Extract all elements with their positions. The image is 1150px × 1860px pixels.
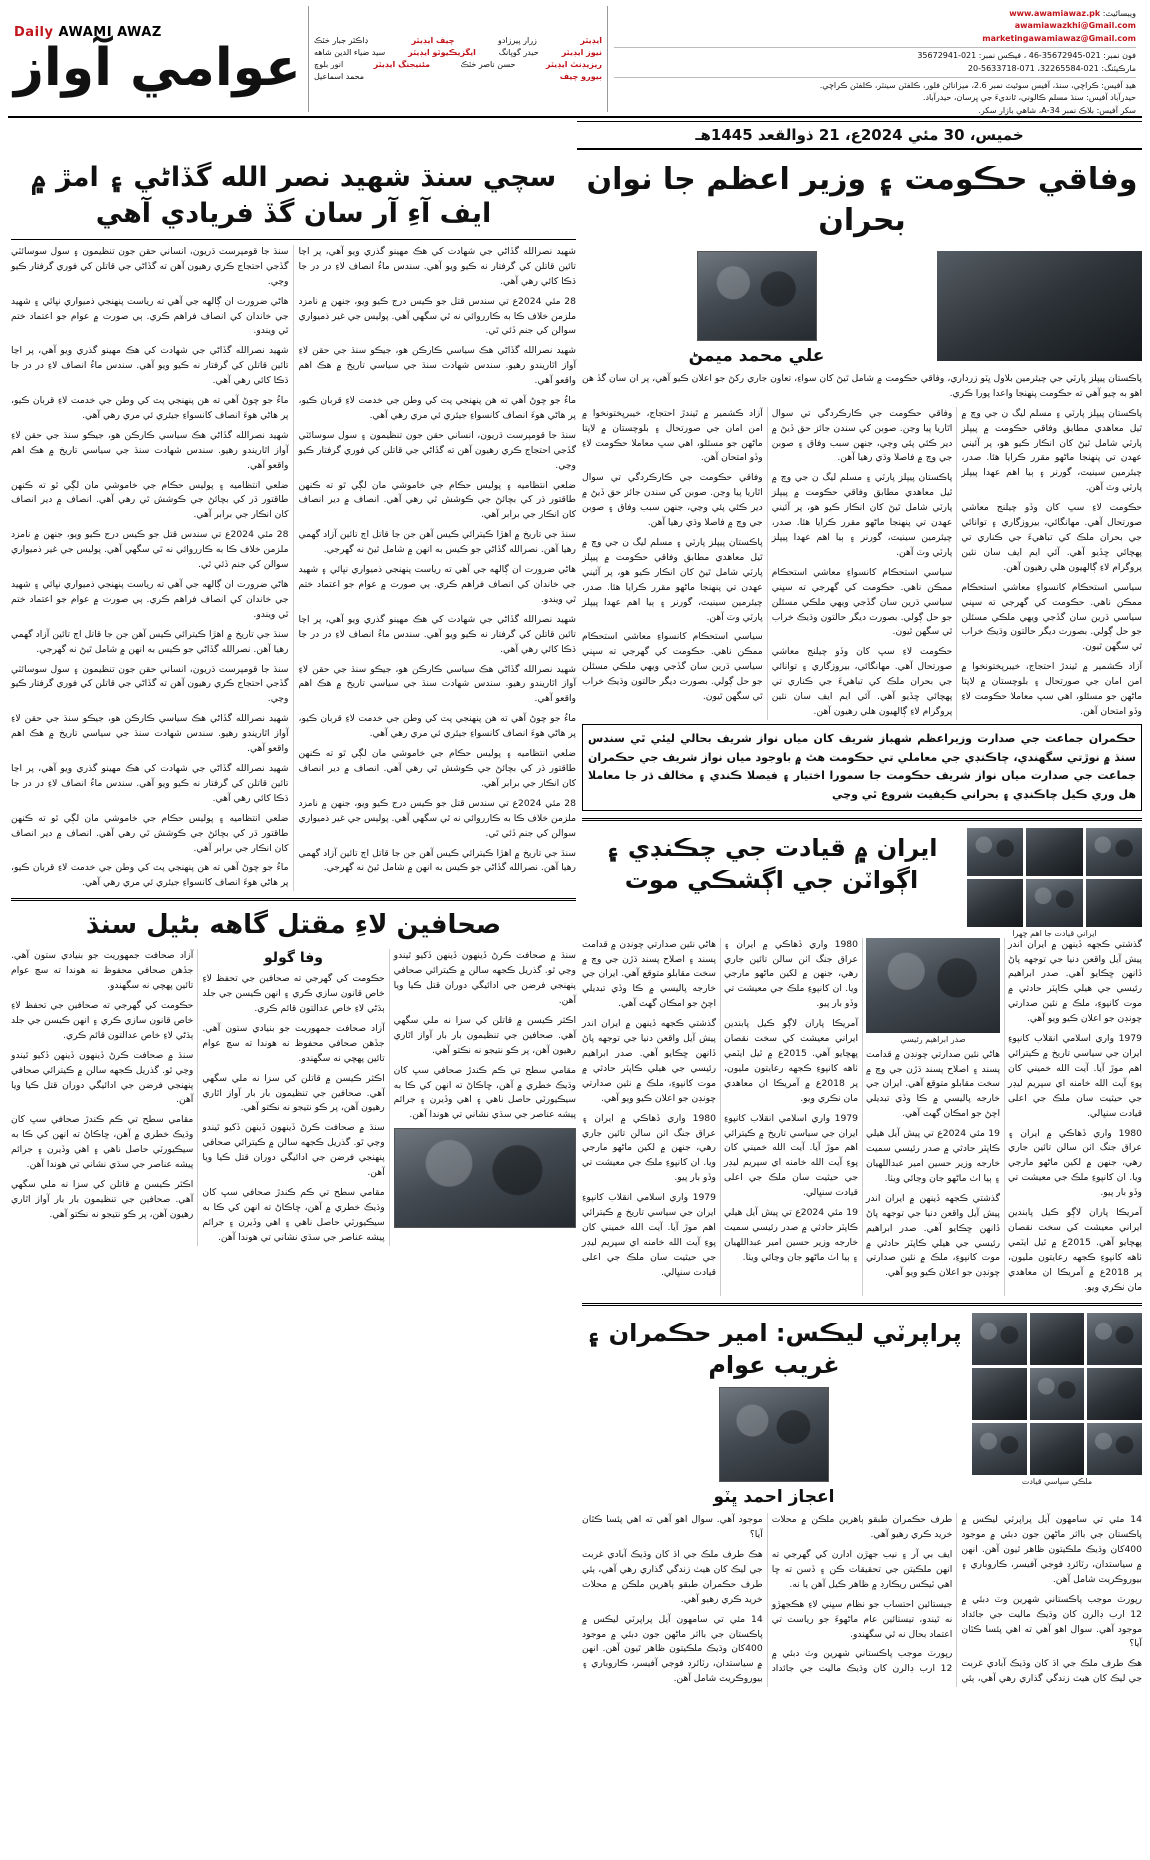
staff-name: حسن ناصر خٽڪ	[460, 60, 516, 69]
paragraph: 28 مئي 2024ع تي سندس قتل جو ڪيس درج ڪيو ويو، جنهن ۾ نامزد ملزمن خلاف ڪا به ڪارروائي نه ٿي سگهي آهي. پوليس جي غير ذميواري سوالن کي جنم ڏئي ٿي.	[11, 529, 289, 571]
paragraph: 28 مئي 2024ع تي سندس قتل جو ڪيس درج ڪيو ويو، جنهن ۾ نامزد ملزمن خلاف ڪا به ڪارروائي نه ٿي سگهي آهي. پوليس جي غير ذميواري سوالن کي جنم ڏئي ٿي.	[298, 797, 576, 839]
paragraph: سياسي استحڪام کانسواءِ معاشي استحڪام ممڪن ناهي. حڪومت کي گهرجي ته سڀني سياسي ڌرين سان گڏجي ويهي ملڪي مسئلن جو حل ڳولي. بصورت ديگر حالتون وڌيڪ خراب ٿي سگهن ٿيون.	[961, 581, 1142, 653]
politician-photo	[1087, 1368, 1142, 1420]
cleric-photo	[1026, 879, 1082, 927]
property-author-figure	[719, 1387, 829, 1482]
cleric-photo	[1086, 879, 1142, 927]
iran-headline: ايران ۾ قيادت جي چڪنڊي ۽ اڳواٽن جي اڳشڪي موت	[605, 833, 938, 895]
paragraph: جيستائين احتساب جو نظام سڀني لاءِ هڪجهڙو نه ٿيندو، تيستائين عام ماڻهوءَ جو رياست تي اعتماد بحال نه ٿي سگهندو.	[771, 1598, 953, 1640]
paragraph: 19 مئي 2024ع تي پيش آيل هيلي ڪاپٽر حادثي ۾ صدر رئيسي سميت خارجه وزير حسين امير عبداللهيان ۽ ٻيا اٺ ماڻهو جان وڃائي ويٺا.	[724, 1207, 858, 1263]
paragraph: هاڻي ضرورت ان ڳالهه جي آهي ته رياست پنهنجي ذميواري نڀائي ۽ شهيد جي خاندان کي انصاف فراهم ڪري. ٻي صورت ۾ عوام جو اعتماد ختم ٿي ويندو.	[11, 579, 289, 620]
paragraph: گذشتي ڪجهه ڏينهن ۾ ايران اندر پيش آيل واقعن دنيا جي توجهه پاڻ ڏانهن ڇڪايو آهي. صدر ابراهيم رئيسي جي هيلي ڪاپٽر حادثي ۾ موت کانپوءِ، ملڪ ۾ نئين صدارتي چونڊن جو اعلان ڪيو ويو آهي.	[1008, 938, 1142, 1025]
paragraph: سياسي استحڪام کانسواءِ معاشي استحڪام ممڪن ناهي. حڪومت کي گهرجي ته سڀني سياسي ڌرين سان گڏجي ويهي ملڪي مسئلن جو حل ڳولي. بصورت ديگر حالتون وڌيڪ خراب ٿي سگهن ٿيون.	[582, 631, 763, 703]
paragraph: هاڻي نئين صدارتي چونڊن ۾ قدامت پسند ۽ اصلاح پسند ڌڙن جي وچ ۾ سخت مقابلو متوقع آهي. ايران جي خارجه پاليسي ۾ ڪا وڏي تبديلي اچڻ جو امڪان گهٽ آهي.	[582, 938, 716, 1010]
paragraph: اڪثر ڪيسن ۾ قاتلن کي سزا نه ملي سگهي آهي. صحافين جي تنظيمون بار بار آواز اٿاري رهيون آهن، پر ڪو نتيجو نه نڪتو آهي.	[11, 1179, 194, 1220]
cleric-photo	[1086, 828, 1142, 876]
politician-photo	[1030, 1368, 1085, 1420]
paragraph: گذشتي ڪجهه ڏينهن ۾ ايران اندر پيش آيل واقعن دنيا جي توجهه پاڻ ڏانهن ڇڪايو آهي. صدر ابراهيم رئيسي جي هيلي ڪاپٽر حادثي ۾ موت کانپوءِ، ملڪ ۾ نئين صدارتي چونڊن جو اعلان ڪيو ويو آهي.	[866, 1192, 1000, 1279]
staff-role: ايگزيڪيوٽو ايڊيٽر	[408, 48, 476, 57]
clerics-figure	[967, 828, 1142, 938]
journalists-body	[11, 949, 576, 1245]
staff-role: بيورو چيف	[559, 72, 602, 81]
paragraph: آزاد ڪشمير ۾ ٿيندڙ احتجاج، خيبرپختونخوا ۾ امن امان جي صورتحال ۽ بلوچستان ۾ لاپتا ماڻهن جو مسئلو، اهي سڀ معاملا حڪومت لاءِ وڏو امتحان آهن.	[961, 661, 1142, 717]
paragraph: شهيد نصرالله گڏاڻي هڪ سياسي ڪارڪن هو، جيڪو سنڌ جي حقن لاءِ آواز اٿاريندو رهيو. سندس شهادت سنڌ جي سياسي تاريخ ۾ هڪ اهم واقعو آهي.	[11, 429, 289, 471]
paragraph: 28 مئي 2024ع تي سندس قتل جو ڪيس درج ڪيو ويو، جنهن ۾ نامزد ملزمن خلاف ڪا به ڪارروائي نه ٿي سگهي آهي. پوليس جي غير ذميواري سوالن کي جنم ڏئي ٿي.	[298, 295, 576, 337]
property-header-block	[582, 1313, 1142, 1514]
website-url[interactable]: www.awamiawaz.pk	[1009, 9, 1101, 18]
iran-man-figure	[866, 938, 1000, 1044]
address-line-2: حيدرآباد آفيس: سنڌ مسلم ڪالوني، ٿانديءَ جي ڀرسان، حيدرآباد.	[922, 93, 1136, 103]
politicians-caption: ملڪي سياسي قيادت	[1021, 1476, 1093, 1486]
politicians-avatar-grid	[972, 1313, 1142, 1475]
paragraph: آزاد صحافت جمهوريت جو بنيادي ستون آهي. جڏهن صحافي محفوظ نه هوندا ته سچ عوام تائين پهچي نه سگهندو.	[202, 1022, 385, 1064]
iran-body	[582, 938, 1142, 1296]
politician-photo	[972, 1423, 1027, 1475]
lead-left-photo-row	[582, 156, 1142, 247]
politicians-figure	[972, 1313, 1142, 1514]
author-figure	[582, 251, 931, 341]
paragraph: مقامي سطح تي ڪم ڪندڙ صحافي سڀ کان وڌيڪ خطري ۾ آهن، ڇاڪاڻ ته انهن کي ڪا به سيڪيورٽي حاصل ناهي ۽ اهي وڏيرن ۽ جرائم پيشه عناصر جي سڌي نشاني تي هوندا آهن.	[393, 1064, 576, 1121]
lead-left-byline: علي محمد ميمڻ	[688, 346, 825, 366]
paragraph: پاڪستان پيپلز پارٽي ۽ مسلم ليگ ن جي وچ ۾ ٿيل معاهدي مطابق وفاقي حڪومت ۾ پيپلز پارٽي شامل ٿيڻ کان انڪار ڪيو هو، پر آئيني عهدن تي پنهنجا ماڻهو مقرر ڪرايا هئا. صدر، چيئرمين سينيٽ، گورنر ۽ ٻيا اهم عهدا پيپلز پارٽي وٽ آهن.	[771, 472, 953, 558]
cleric-photo	[967, 828, 1023, 876]
staff-name: انور بلوچ	[314, 60, 344, 69]
nawaz-subhead: حڪمران جماعت جي صدارت وزيراعظم شهباز شريف کان مياں نواز شريف بحالي ليئي ٿي سندس سنڌ ۾ نوڙتي سگهندي، چاڪنڊي جي معاملي تي حڪومت هٿ ۾ باوجود مياں نواز شريف جي حڪمران جماعت جي صدارت مياں نواز شريف حڪومت جا سمورا اختيار ۽ فيصلا ڪندي ۽ مخالف ڌر جا معاملا هل وري ڪيل چاڪنڊي ۽ بحراني ڪيفيت شروع ٿي وڃي	[582, 724, 1142, 811]
paragraph: گذشتي ڪجهه ڏينهن ۾ ايران اندر پيش آيل واقعن دنيا جي توجهه پاڻ ڏانهن ڇڪايو آهي. صدر ابراهيم رئيسي جي هيلي ڪاپٽر حادثي ۾ موت کانپوءِ، ملڪ ۾ نئين صدارتي چونڊن جو اعلان ڪيو ويو آهي.	[582, 1018, 716, 1104]
paragraph: پاڪستان پيپلز پارٽي ۽ مسلم ليگ ن جي وچ ۾ ٿيل معاهدي مطابق وفاقي حڪومت ۾ پيپلز پارٽي شامل ٿيڻ کان انڪار ڪيو هو، پر آئيني عهدن تي پنهنجا ماڻهو مقرر ڪرايا هئا. صدر، چيئرمين سينيٽ، گورنر ۽ ٻيا اهم عهدا پيپلز پارٽي وٽ آهن.	[961, 407, 1142, 494]
staff-role: ايڊيٽر	[580, 36, 602, 45]
paragraph: ضلعي انتظاميه ۽ پوليس حڪام جي خاموشي مان لڳي ٿو ته ڪنهن طاقتور ڌر کي بچائڻ جي ڪوشش ٿي رهي آهي. انصاف ۾ دير انصاف کان انڪار جي برابر آهي.	[298, 479, 576, 521]
paragraph: 14 مئي تي سامهون آيل پراپرٽي ليڪس ۾ پاڪستان جي بااثر ماڻهن جون دبئي ۾ موجود 400کان وڌيڪ ملڪيتون ظاهر ٿيون آهن. انهن ۾ سياستدان، رٽائرڊ فوجي آفيسر، ڪاروباري ۽ بيوروڪريٽ شامل آهن.	[582, 1613, 763, 1685]
paragraph: شهيد نصرالله گڏاڻي هڪ سياسي ڪارڪن هو، جيڪو سنڌ جي حقن لاءِ آواز اٿاريندو رهيو. سندس شهادت سنڌ جي سياسي تاريخ ۾ هڪ اهم واقعو آهي.	[11, 713, 289, 755]
paragraph: ماءُ جو چوڻ آهي ته هن پنهنجي پٽ کي وطن جي خدمت لاءِ قربان ڪيو، پر هاڻي هوءَ انصاف کانسواءِ جيئري ئي مري رهي آهي.	[298, 713, 576, 740]
lead-left-headline: وفاقي حڪومت ۽ وزير اعظم جا نوان بحران	[586, 162, 1138, 238]
clerics-avatar-grid	[967, 828, 1142, 927]
staff-name: محمد اسماعيل	[314, 72, 365, 81]
paragraph: آزاد صحافت جمهوريت جو بنيادي ستون آهي. جڏهن صحافي محفوظ نه هوندا ته سچ عوام تائين پهچي نه سگهندو.	[11, 950, 194, 992]
staff-role: چيف ايڊيٽر	[411, 36, 455, 45]
staff-row	[314, 35, 602, 47]
paragraph: شهيد نصرالله گڏاڻي هڪ سياسي ڪارڪن هو، جيڪو سنڌ جي حقن لاءِ آواز اٿاريندو رهيو. سندس شهادت سنڌ جي سياسي تاريخ ۾ هڪ اهم واقعو آهي.	[298, 663, 576, 705]
politician-photo	[972, 1313, 1027, 1365]
paragraph: سنڌ جا قومپرست ڌريون، انساني حقن جون تنظيمون ۽ سول سوسائٽي گڏجي احتجاج ڪري رهيون آهن ته گڏاڻي جي قاتلن کي فوري گرفتار ڪيو وڃي.	[11, 663, 289, 705]
paragraph: سنڌ ۾ صحافت ڪرڻ ڏينهون ڏينهن ڏکيو ٿيندو وڃي ٿو. گذريل ڪجهه سالن ۾ ڪيترائي صحافي پنهنجي فرضن جي ادائيگي دوران قتل ڪيا ويا آهن.	[11, 1049, 194, 1106]
staff-name: حيدر گوپانگ	[498, 48, 539, 57]
address-line-1: هيڊ آفيس: ڪراچي، سنڌ، آفيس سوئيٽ نمبر 2.6، ميزانائن فلور، ڪلفٽن سينٽر، ڪلفٽن ڪراچي.	[819, 80, 1136, 90]
paragraph: سنڌ جي تاريخ ۾ اهڙا ڪيترائي ڪيس آهن جن جا قاتل اڄ تائين آزاد گهمي رهيا آهن. نصرالله گڏاڻي جو ڪيس به انهن ۾ شامل ٿيڻ نه گهرجي.	[298, 529, 576, 556]
paragraph: ضلعي انتظاميه ۽ پوليس حڪام جي خاموشي مان لڳي ٿو ته ڪنهن طاقتور ڌر کي بچائڻ جي ڪوشش ٿي رهي آهي. انصاف ۾ دير انصاف کان انڪار جي برابر آهي.	[11, 479, 289, 521]
paragraph: آمريڪا پاران لاڳو ڪيل پابندين ايراني معيشت کي سخت نقصان پهچايو آهي. 2015ع ۾ ٿيل ايٽمي ٺاهه کانپوءِ ڪجهه رعايتون مليون، پر 2018ع ۾ آمريڪا ان معاهدي مان نڪري ويو.	[1008, 1207, 1143, 1293]
paragraph: 1980 واري ڏهاڪي ۾ ايران ۽ عراق جنگ اٺن سالن تائين جاري رهي، جنهن ۾ لکين ماڻهو مارجي ويا. ان کانپوءِ ملڪ جي معيشت تي وڏو بار پيو.	[724, 938, 858, 1010]
staff-name: زرار پيرزادو	[498, 36, 537, 45]
politician-photo	[972, 1368, 1027, 1420]
politician-photo	[1030, 1313, 1085, 1365]
paragraph: حڪومت کي گهرجي ته صحافين جي تحفظ لاءِ خاص قانون سازي ڪري ۽ انهن ڪيسن جي جلد ٻڌڻي لاءِ خاص عدالتون قائم ڪري.	[202, 973, 385, 1015]
paragraph: حڪومت کي گهرجي ته صحافين جي تحفظ لاءِ خاص قانون سازي ڪري ۽ انهن ڪيسن جي جلد ٻڌڻي لاءِ خاص عدالتون قائم ڪري.	[11, 1000, 194, 1041]
page-content	[8, 156, 1142, 1856]
masthead-staff-list	[308, 6, 608, 112]
masthead	[8, 6, 1142, 118]
paragraph: شهيد نصرالله گڏاڻي جي شهادت کي هڪ مهينو گذري ويو آهي، پر اڃا تائين قاتلن کي گرفتار نه ڪيو ويو آهي. سندس ماءُ انصاف لاءِ در در جا ڌڪا کائي رهي آهي.	[11, 345, 289, 387]
paragraph: 1980 واري ڏهاڪي ۾ ايران ۽ عراق جنگ اٺن سالن تائين جاري رهي، جنهن ۾ لکين ماڻهو مارجي ويا. ان کانپوءِ ملڪ جي معيشت تي وڏو بار پيو.	[582, 1112, 716, 1184]
iran-header-block	[582, 828, 1142, 938]
address-line-3: سکر آفيس: بلاڪ نمبر 34-A، شاهي بازار سکر.	[978, 105, 1136, 115]
paragraph: سنڌ ۾ صحافت ڪرڻ ڏينهون ڏينهن ڏکيو ٿيندو وڃي ٿو. گذريل ڪجهه سالن ۾ ڪيترائي صحافي پنهنجي فرضن جي ادائيگي دوران قتل ڪيا ويا آهن.	[393, 950, 576, 1007]
lead-left-top-block	[582, 247, 1142, 372]
paragraph: اڪثر ڪيسن ۾ قاتلن کي سزا نه ملي سگهي آهي. صحافين جي تنظيمون بار بار آواز اٿاري رهيون آهن، پر ڪو نتيجو نه نڪتو آهي.	[202, 1072, 385, 1114]
paragraph: وفاقي حڪومت جي ڪارڪردگي تي سوال اٿاريا پيا وڃن. صوبن کي سندن جائز حق ڏيڻ ۾ دير ڪئي پئي وڃي، جنهن سبب وفاق ۽ صوبن جي وچ ۾ فاصلا وڌي رهيا آهن.	[771, 407, 953, 464]
paragraph: ماءُ جو چوڻ آهي ته هن پنهنجي پٽ کي وطن جي خدمت لاءِ قربان ڪيو، پر هاڻي هوءَ انصاف کانسواءِ جيئري ئي مري رهي آهي.	[298, 395, 576, 421]
paragraph: وفاقي حڪومت جي ڪارڪردگي تي سوال اٿاريا پيا وڃن. صوبن کي سندن جائز حق ڏيڻ ۾ دير ڪئي پئي وڃي، جنهن سبب وفاق ۽ صوبن جي وچ ۾ فاصلا وڌي رهيا آهن.	[582, 472, 763, 529]
property-body	[582, 1513, 1142, 1687]
paragraph: سنڌ ۾ صحافت ڪرڻ ڏينهون ڏينهن ڏکيو ٿيندو وڃي ٿو. گذريل ڪجهه سالن ۾ ڪيترائي صحافي پنهنجي فرضن جي ادائيگي دوران قتل ڪيا ويا آهن.	[202, 1122, 385, 1179]
property-headline: پراپرٽي ليڪس: امير حڪمران ۽ غريب عوام	[586, 1318, 962, 1379]
paragraph: سنڌ جا قومپرست ڌريون، انساني حقن جون تنظيمون ۽ سول سوسائٽي گڏجي احتجاج ڪري رهيون آهن ته گڏاڻي جي قاتلن کي فوري گرفتار ڪيو وڃي.	[11, 245, 289, 287]
paragraph: 1979 واري اسلامي انقلاب کانپوءِ ايران جي سياسي تاريخ ۾ ڪيترائي اهم موڙ آيا. آيت الله خميني کان پوءِ آيت الله خامنه اي سپريم ليڊر جي حيثيت سان ملڪ جي اعلى قيادت سنڀالي.	[582, 1192, 716, 1278]
cleric-photo	[967, 879, 1023, 927]
paragraph: آمريڪا پاران لاڳو ڪيل پابندين ايراني معيشت کي سخت نقصان پهچايو آهي. 2015ع ۾ ٿيل ايٽمي ٺاهه کانپوءِ ڪجهه رعايتون مليون، پر 2018ع ۾ آمريڪا ان معاهدي مان نڪري ويو.	[724, 1018, 859, 1104]
left-column	[582, 156, 1142, 1856]
cleric-photo	[1026, 828, 1082, 876]
paragraph: هاڻي نئين صدارتي چونڊن ۾ قدامت پسند ۽ اصلاح پسند ڌڙن جي وچ ۾ سخت مقابلو متوقع آهي. ايران جي خارجه پاليسي ۾ ڪا وڏي تبديلي اچڻ جو امڪان گهٽ آهي.	[866, 1048, 1000, 1120]
lead-left-photo	[937, 251, 1142, 361]
paragraph: مقامي سطح تي ڪم ڪندڙ صحافي سڀ کان وڌيڪ خطري ۾ آهن، ڇاڪاڻ ته انهن کي ڪا به سيڪيورٽي حاصل ناهي ۽ اهي وڏيرن ۽ جرائم پيشه عناصر جي سڌي نشاني تي هوندا آهن.	[202, 1186, 385, 1243]
paragraph: سنڌ جي تاريخ ۾ اهڙا ڪيترائي ڪيس آهن جن جا قاتل اڄ تائين آزاد گهمي رهيا آهن. نصرالله گڏاڻي جو ڪيس به انهن ۾ شامل ٿيڻ نه گهرجي.	[11, 628, 289, 655]
journalists-headline: صحافين لاءِ مقتل گاهه بڻيل سنڌ	[85, 910, 502, 941]
lead-left-figure	[937, 251, 1142, 368]
paragraph: ضلعي انتظاميه ۽ پوليس حڪام جي خاموشي مان لڳي ٿو ته ڪنهن طاقتور ڌر کي بچائڻ جي ڪوشش ٿي رهي آهي. انصاف ۾ دير انصاف کان انڪار جي برابر آهي.	[11, 812, 289, 854]
date-bar: خميس، 30 مئي 2024ع، 21 ذوالقعد 1445هـ	[577, 121, 1142, 150]
masthead-contact	[608, 6, 1142, 115]
iran-man-caption: صدر ابراهيم رئيسي	[900, 1034, 966, 1044]
journalist-author-photo	[394, 1128, 576, 1228]
staff-role: نيوز ايڊيٽر	[561, 48, 602, 57]
staff-row	[314, 59, 602, 71]
paragraph: 1979 واري اسلامي انقلاب کانپوءِ ايران جي سياسي تاريخ ۾ ڪيترائي اهم موڙ آيا. آيت الله خميني کان پوءِ آيت الله خامنه اي سپريم ليڊر جي حيثيت سان ملڪ جي اعلى قيادت سنڀالي.	[1008, 1033, 1142, 1119]
paragraph: شهيد نصرالله گڏاڻي جي شهادت کي هڪ مهينو گذري ويو آهي، پر اڃا تائين قاتلن کي گرفتار نه ڪيو ويو آهي. سندس ماءُ انصاف لاءِ در در جا ڌڪا کائي رهي آهي.	[298, 245, 576, 287]
email-2[interactable]: marketingawamiawaz@Gmail.com	[982, 33, 1136, 43]
paragraph: 1980 واري ڏهاڪي ۾ ايران ۽ عراق جنگ اٺن سالن تائين جاري رهي، جنهن ۾ لکين ماڻهو مارجي ويا. ان کانپوءِ ملڪ جي معيشت تي وڏو بار پيو.	[1008, 1127, 1142, 1199]
phone-line-2: مارڪيٽنگ: 021-32265584، 071-5633718-20	[967, 63, 1136, 73]
paragraph: ضلعي انتظاميه ۽ پوليس حڪام جي خاموشي مان لڳي ٿو ته ڪنهن طاقتور ڌر کي بچائڻ جي ڪوشش ٿي رهي آهي. انصاف ۾ دير انصاف کان انڪار جي برابر آهي.	[298, 748, 576, 789]
phone-line-1: فون نمبر: 021-35672945-46 ، فيڪس نمبر: 021-35672941	[917, 51, 1136, 61]
paragraph: شهيد نصرالله گڏاڻي جي شهادت کي هڪ مهينو گذري ويو آهي، پر اڃا تائين قاتلن کي گرفتار نه ڪيو ويو آهي. سندس ماءُ انصاف لاءِ در در جا ڌڪا کائي رهي آهي.	[298, 613, 576, 655]
email-1[interactable]: awamiawazkhi@Gmail.com	[1014, 21, 1136, 31]
paragraph: سنڌ جا قومپرست ڌريون، انساني حقن جون تنظيمون ۽ سول سوسائٽي گڏجي احتجاج ڪري رهيون آهن ته گڏاڻي جي قاتلن کي فوري گرفتار ڪيو وڃي.	[298, 429, 576, 471]
paragraph: هڪ طرف ملڪ جي اڌ کان وڌيڪ آبادي غربت جي ليڪ کان هيٺ زندگي گذاري رهي آهي، ٻئي طرف حڪمران طبقو ٻاهرين ملڪن ۾ محلات خريد ڪري رهيو آهي.	[582, 1549, 763, 1605]
staff-row	[314, 47, 602, 59]
lead-left-body	[582, 407, 1142, 720]
staff-role: مئنيجنگ ايڊيٽر	[373, 60, 431, 69]
lead-left-intro: پاڪستان پيپلز پارٽي جي چيئرمين بلاول ڀٽو زرداري، وفاقي حڪومت ۾ شامل ٿيڻ کان سواءِ، تعاون جاري رکڻ جو اعلان ڪيو آهي، پر ان سان گڏ هن اهو به چيو آهي ته حڪومت پنهنجا واعدا پورا ڪري.	[582, 372, 1142, 399]
lead-right-body	[11, 245, 576, 891]
paragraph: سنڌ جي تاريخ ۾ اهڙا ڪيترائي ڪيس آهن جن جا قاتل اڄ تائين آزاد گهمي رهيا آهن. نصرالله گڏاڻي جو ڪيس به انهن ۾ شامل ٿيڻ نه گهرجي.	[298, 847, 576, 874]
masthead-logo	[8, 6, 308, 112]
paragraph: پاڪستان پيپلز پارٽي ۽ مسلم ليگ ن جي وچ ۾ ٿيل معاهدي مطابق وفاقي حڪومت ۾ پيپلز پارٽي شامل ٿيڻ کان انڪار ڪيو هو، پر آئيني عهدن تي پنهنجا ماڻهو مقرر ڪرايا هئا. صدر، چيئرمين سينيٽ، گورنر ۽ ٻيا اهم عهدا پيپلز پارٽي وٽ آهن.	[582, 537, 763, 623]
staff-role: ريزيڊنٽ ايڊيٽر	[545, 60, 602, 69]
lead-right-headline: سچي سنڌ شهيد نصر الله گڏاڻي ۽ امڙ ۾ ايف آءِ آر سان گڏ فريادي آهي	[30, 162, 557, 230]
politician-photo	[1087, 1423, 1142, 1475]
paragraph: حڪومت لاءِ سڀ کان وڏو چيلنج معاشي صورتحال آهي. مهانگائي، بيروزگاري ۽ توانائي جي بحران ملڪ کي تباهيءَ جي ڪناري تي پهچائي ڇڏيو آهي. آئي ايم ايف سان نئين پروگرام لاءِ ڳالهيون هلي رهيون آهن.	[961, 502, 1142, 573]
paragraph: هڪ طرف ملڪ جي اڌ کان وڌيڪ آبادي غربت جي ليڪ کان هيٺ زندگي گذاري رهي آهي، ٻئي طرف حڪمران طبقو ٻاهرين ملڪن ۾ محلات خريد ڪري رهيو آهي.	[771, 1514, 1142, 1685]
paragraph: ايف بي آر ۽ نيب جهڙن ادارن کي گهرجي ته انهن ملڪيتن جي تحقيقات ڪن ۽ ڏسن ته ڇا اهي ٽيڪس ريڪارڊ ۾ ظاهر ڪيل آهن يا نه.	[771, 1549, 953, 1590]
staff-name: سيد ضياء الدين شاهه	[314, 48, 386, 57]
paragraph: حڪومت لاءِ سڀ کان وڏو چيلنج معاشي صورتحال آهي. مهانگائي، بيروزگاري ۽ توانائي جي بحران ملڪ کي تباهيءَ جي ڪناري تي پهچائي ڇڏيو آهي. آئي ايم ايف سان نئين پروگرام لاءِ ڳالهيون هلي رهيون آهن.	[771, 646, 953, 717]
paragraph: 19 مئي 2024ع تي پيش آيل هيلي ڪاپٽر حادثي ۾ صدر رئيسي سميت خارجه وزير حسين امير عبداللهيان ۽ ٻيا اٺ ماڻهو جان وڃائي ويٺا.	[866, 1128, 1000, 1184]
clerics-caption: ايراني قيادت جا اهم چهرا	[1012, 928, 1097, 938]
paragraph: مقامي سطح تي ڪم ڪندڙ صحافي سڀ کان وڌيڪ خطري ۾ آهن، ڇاڪاڻ ته انهن کي ڪا به سيڪيورٽي حاصل ناهي ۽ اهي وڏيرن ۽ جرائم پيشه عناصر جي سڌي نشاني تي هوندا آهن.	[11, 1114, 194, 1171]
politician-photo	[1030, 1423, 1085, 1475]
politician-photo	[1087, 1313, 1142, 1365]
iran-man-photo	[866, 938, 1000, 1033]
paragraph: شهيد نصرالله گڏاڻي هڪ سياسي ڪارڪن هو، جيڪو سنڌ جي حقن لاءِ آواز اٿاريندو رهيو. سندس شهادت سنڌ جي سياسي تاريخ ۾ هڪ اهم واقعو آهي.	[298, 345, 576, 387]
right-column	[11, 156, 576, 1856]
paragraph: رپورٽ موجب پاڪستاني شهرين وٽ دبئي ۾ 12 ارب ڊالرن کان وڌيڪ ماليت جي جائداد موجود آهي. سوال اهو آهي ته اهي پئسا ڪٿان آيا؟	[582, 1514, 953, 1675]
paragraph: هاڻي ضرورت ان ڳالهه جي آهي ته رياست پنهنجي ذميواري نڀائي ۽ شهيد جي خاندان کي انصاف فراهم ڪري. ٻي صورت ۾ عوام جو اعتماد ختم ٿي ويندو.	[298, 564, 576, 605]
paragraph: ماءُ جو چوڻ آهي ته هن پنهنجي پٽ کي وطن جي خدمت لاءِ قربان ڪيو، پر هاڻي هوءَ انصاف کانسواءِ جيئري ئي مري رهي آهي.	[11, 862, 289, 889]
staff-name: ڊاڪٽر جبار خٽڪ	[314, 36, 369, 45]
masthead-english-name: Daily AWAMI AWAZ	[14, 24, 162, 40]
paragraph: سياسي استحڪام کانسواءِ معاشي استحڪام ممڪن ناهي. حڪومت کي گهرجي ته سڀني سياسي ڌرين سان گڏجي ويهي ملڪي مسئلن جو حل ڳولي. بصورت ديگر حالتون وڌيڪ خراب ٿي سگهن ٿيون.	[771, 566, 953, 638]
paragraph: ماءُ جو چوڻ آهي ته هن پنهنجي پٽ کي وطن جي خدمت لاءِ قربان ڪيو، پر هاڻي هوءَ انصاف کانسواءِ جيئري ئي مري رهي آهي.	[11, 395, 289, 421]
property-author-photo	[719, 1387, 829, 1482]
staff-row	[314, 71, 602, 83]
paragraph: هاڻي ضرورت ان ڳالهه جي آهي ته رياست پنهنجي ذميواري نڀائي ۽ شهيد جي خاندان کي انصاف فراهم ڪري. ٻي صورت ۾ عوام جو اعتماد ختم ٿي ويندو.	[11, 295, 289, 337]
journalists-byline: وفا گولو	[264, 950, 323, 967]
paragraph: آزاد ڪشمير ۾ ٿيندڙ احتجاج، خيبرپختونخوا ۾ امن امان جي صورتحال ۽ بلوچستان ۾ لاپتا ماڻهن جو مسئلو، اهي سڀ معاملا حڪومت لاءِ وڏو امتحان آهن.	[582, 407, 763, 464]
paragraph: رپورٽ موجب پاڪستاني شهرين وٽ دبئي ۾ 12 ارب ڊالرن کان وڌيڪ ماليت جي جائداد موجود آهي. سوال اهو آهي ته اهي پئسا ڪٿان آيا؟	[961, 1593, 1142, 1650]
author-photo	[697, 251, 817, 341]
paragraph: 14 مئي تي سامهون آيل پراپرٽي ليڪس ۾ پاڪستان جي بااثر ماڻهن جون دبئي ۾ موجود 400کان وڌيڪ ملڪيتون ظاهر ٿيون آهن. انهن ۾ سياستدان، رٽائرڊ فوجي آفيسر، ڪاروباري ۽ بيوروڪريٽ شامل آهن.	[961, 1514, 1142, 1585]
masthead-urdu-name: عوامي آواز	[14, 37, 301, 98]
website-label: ويبسائيٽ:	[1102, 9, 1136, 18]
paragraph: 1979 واري اسلامي انقلاب کانپوءِ ايران جي سياسي تاريخ ۾ ڪيترائي اهم موڙ آيا. آيت الله خميني کان پوءِ آيت الله خامنه اي سپريم ليڊر جي حيثيت سان ملڪ جي اعلى قيادت سنڀالي.	[724, 1112, 858, 1199]
paragraph: شهيد نصرالله گڏاڻي جي شهادت کي هڪ مهينو گذري ويو آهي، پر اڃا تائين قاتلن کي گرفتار نه ڪيو ويو آهي. سندس ماءُ انصاف لاءِ در در جا ڌڪا کائي رهي آهي.	[11, 762, 289, 804]
paragraph: اڪثر ڪيسن ۾ قاتلن کي سزا نه ملي سگهي آهي. صحافين جي تنظيمون بار بار آواز اٿاري رهيون آهن، پر ڪو نتيجو نه نڪتو آهي.	[393, 1014, 576, 1056]
property-byline: اعجاز احمد ڀٽو	[713, 1487, 835, 1508]
